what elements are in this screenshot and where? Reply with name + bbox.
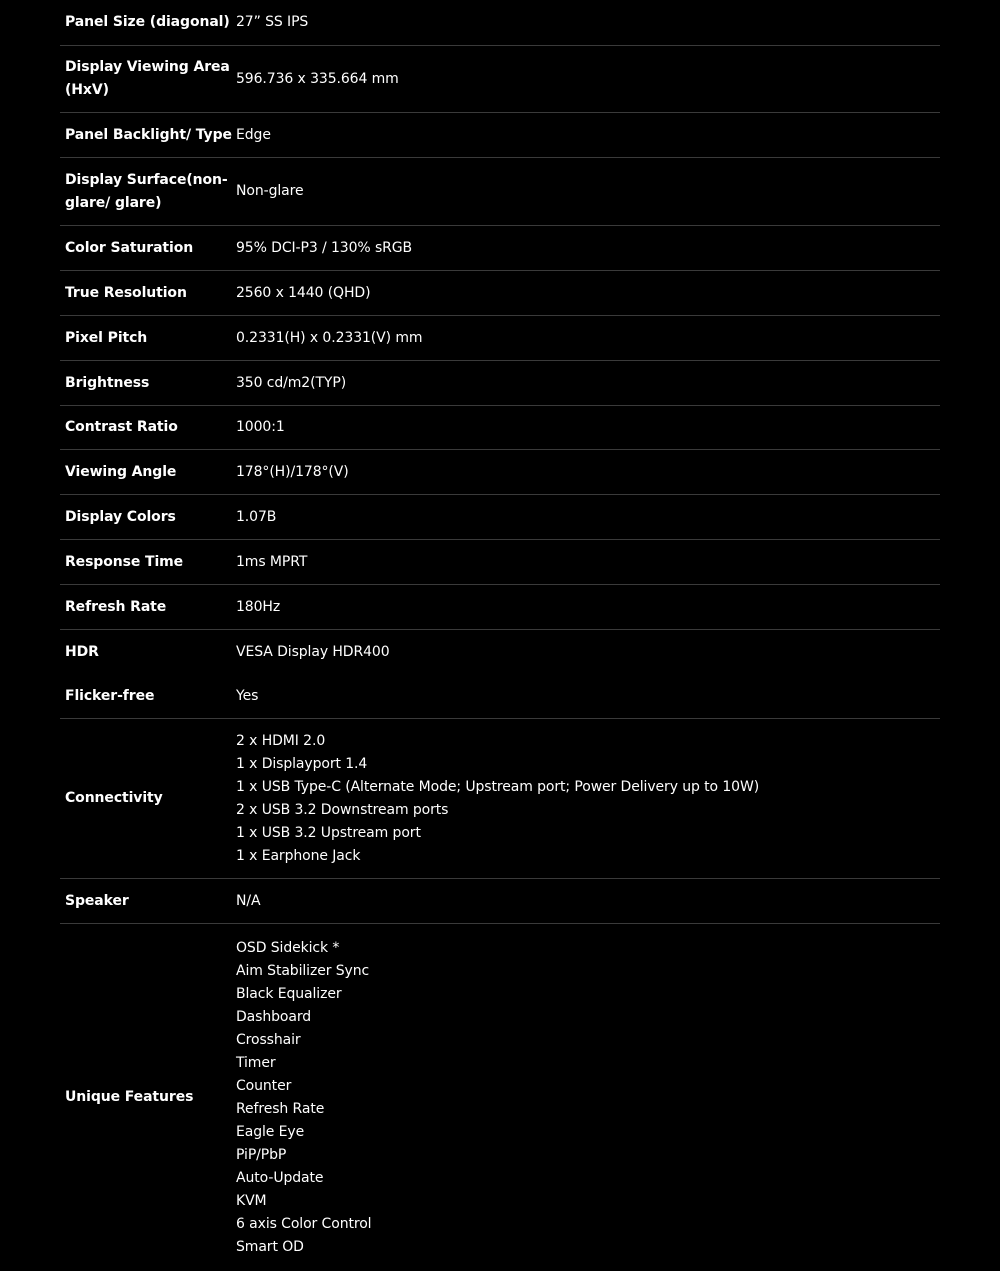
- spec-value-line: Eagle Eye: [236, 1123, 305, 1140]
- spec-row: [60, 719, 940, 879]
- spec-value-line: 596.736 x 335.664 mm: [236, 70, 399, 87]
- spec-value-line: Dashboard: [236, 1008, 312, 1025]
- spec-label: Display Colors: [65, 508, 176, 525]
- spec-value-line: 1 x USB 3.2 Upstream port: [236, 824, 421, 841]
- spec-value-line: 180Hz: [236, 598, 281, 615]
- spec-value: [236, 685, 940, 708]
- spec-value-line: 6 axis Color Control: [236, 1215, 372, 1232]
- spec-value-line: PiP/PbP: [236, 1146, 287, 1163]
- spec-value-line: 27” SS IPS: [236, 14, 309, 30]
- spec-row: [60, 158, 940, 226]
- spec-value-line: Refresh Rate: [236, 1100, 325, 1117]
- spec-row: [60, 316, 940, 361]
- spec-label: Unique Features: [65, 1089, 194, 1105]
- spec-value-line: Aim Stabilizer Sync: [236, 962, 370, 979]
- spec-value-line: 1.07B: [236, 508, 277, 525]
- spec-value: [236, 730, 940, 868]
- spec-value-line: Smart OD: [236, 1238, 304, 1255]
- spec-value-line: KVM: [236, 1192, 267, 1209]
- spec-row: [60, 113, 940, 158]
- spec-value-line: 1 x Displayport 1.4: [236, 755, 368, 772]
- spec-value: [236, 416, 940, 439]
- spec-value-line: Counter: [236, 1077, 292, 1094]
- spec-label: HDR: [65, 643, 99, 660]
- spec-table: [60, 0, 940, 1271]
- spec-value: [236, 372, 940, 395]
- spec-value: [236, 506, 940, 529]
- spec-row: [60, 450, 940, 495]
- spec-value: [236, 551, 940, 574]
- spec-row: [60, 585, 940, 630]
- spec-value: [236, 327, 940, 350]
- spec-label: Flicker-free: [65, 687, 155, 704]
- spec-value-line: Crosshair: [236, 1031, 301, 1048]
- spec-value: [236, 68, 940, 91]
- spec-value: [236, 461, 940, 484]
- spec-value-line: 2 x HDMI 2.0: [236, 732, 326, 749]
- spec-value-line: 1 x USB Type-C (Alternate Mode; Upstream port; Power Delivery up to 10W): [236, 778, 760, 795]
- spec-label: Speaker: [65, 892, 129, 909]
- spec-value: [236, 937, 940, 1259]
- spec-value-line: OSD Sidekick *: [236, 939, 340, 956]
- spec-value-line: 95% DCI-P3 / 130% sRGB: [236, 239, 413, 256]
- spec-label: Panel Size (diagonal): [65, 14, 230, 30]
- spec-value-line: 0.2331(H) x 0.2331(V) mm: [236, 329, 423, 346]
- spec-value-line: 350 cd/m2(TYP): [236, 374, 347, 391]
- spec-row: [60, 540, 940, 585]
- spec-value-line: 178°(H)/178°(V): [236, 463, 349, 480]
- spec-label: Display Viewing Area (HxV): [65, 59, 230, 98]
- spec-value-line: VESA Display HDR400: [236, 643, 390, 660]
- spec-value-line: 1000:1: [236, 419, 285, 435]
- spec-value-line: Non-glare: [236, 183, 304, 199]
- spec-value-line: Timer: [236, 1054, 276, 1071]
- spec-value: [236, 282, 940, 305]
- spec-label: True Resolution: [65, 284, 187, 301]
- spec-label: Display Surface(non-glare/ glare): [65, 171, 228, 211]
- spec-value-line: Auto-Update: [236, 1169, 324, 1186]
- spec-value-line: 2560 x 1440 (QHD): [236, 284, 371, 301]
- spec-value: [236, 641, 940, 664]
- spec-value-line: N/A: [236, 892, 261, 909]
- spec-row: [60, 361, 940, 406]
- spec-value: [236, 237, 940, 260]
- spec-value: [236, 890, 940, 913]
- spec-value: [236, 596, 940, 619]
- spec-row: [60, 271, 940, 316]
- spec-value-line: 1 x Earphone Jack: [236, 847, 361, 864]
- spec-value: [236, 180, 940, 203]
- spec-label: Refresh Rate: [65, 598, 167, 615]
- spec-label: Response Time: [65, 553, 184, 570]
- spec-value: [236, 11, 940, 34]
- spec-label: Contrast Ratio: [65, 419, 178, 435]
- spec-label: Brightness: [65, 374, 150, 391]
- spec-row: [60, 226, 940, 271]
- spec-label: Color Saturation: [65, 239, 194, 256]
- spec-row: [60, 630, 940, 674]
- spec-value: [236, 124, 940, 147]
- spec-label: Viewing Angle: [65, 463, 177, 480]
- spec-label: Pixel Pitch: [65, 329, 148, 346]
- spec-row: [60, 495, 940, 540]
- spec-value-line: Yes: [236, 687, 259, 704]
- spec-row: [60, 0, 940, 46]
- spec-value-line: 2 x USB 3.2 Downstream ports: [236, 801, 449, 818]
- spec-row: [60, 674, 940, 719]
- spec-value-line: 1ms MPRT: [236, 553, 308, 570]
- spec-label: Panel Backlight/ Type: [65, 126, 232, 143]
- spec-row: [60, 924, 940, 1271]
- spec-label: Connectivity: [65, 790, 163, 806]
- spec-row: [60, 46, 940, 113]
- spec-row: [60, 879, 940, 924]
- spec-row: [60, 406, 940, 450]
- spec-value-line: Edge: [236, 126, 271, 143]
- spec-value-line: Black Equalizer: [236, 985, 342, 1002]
